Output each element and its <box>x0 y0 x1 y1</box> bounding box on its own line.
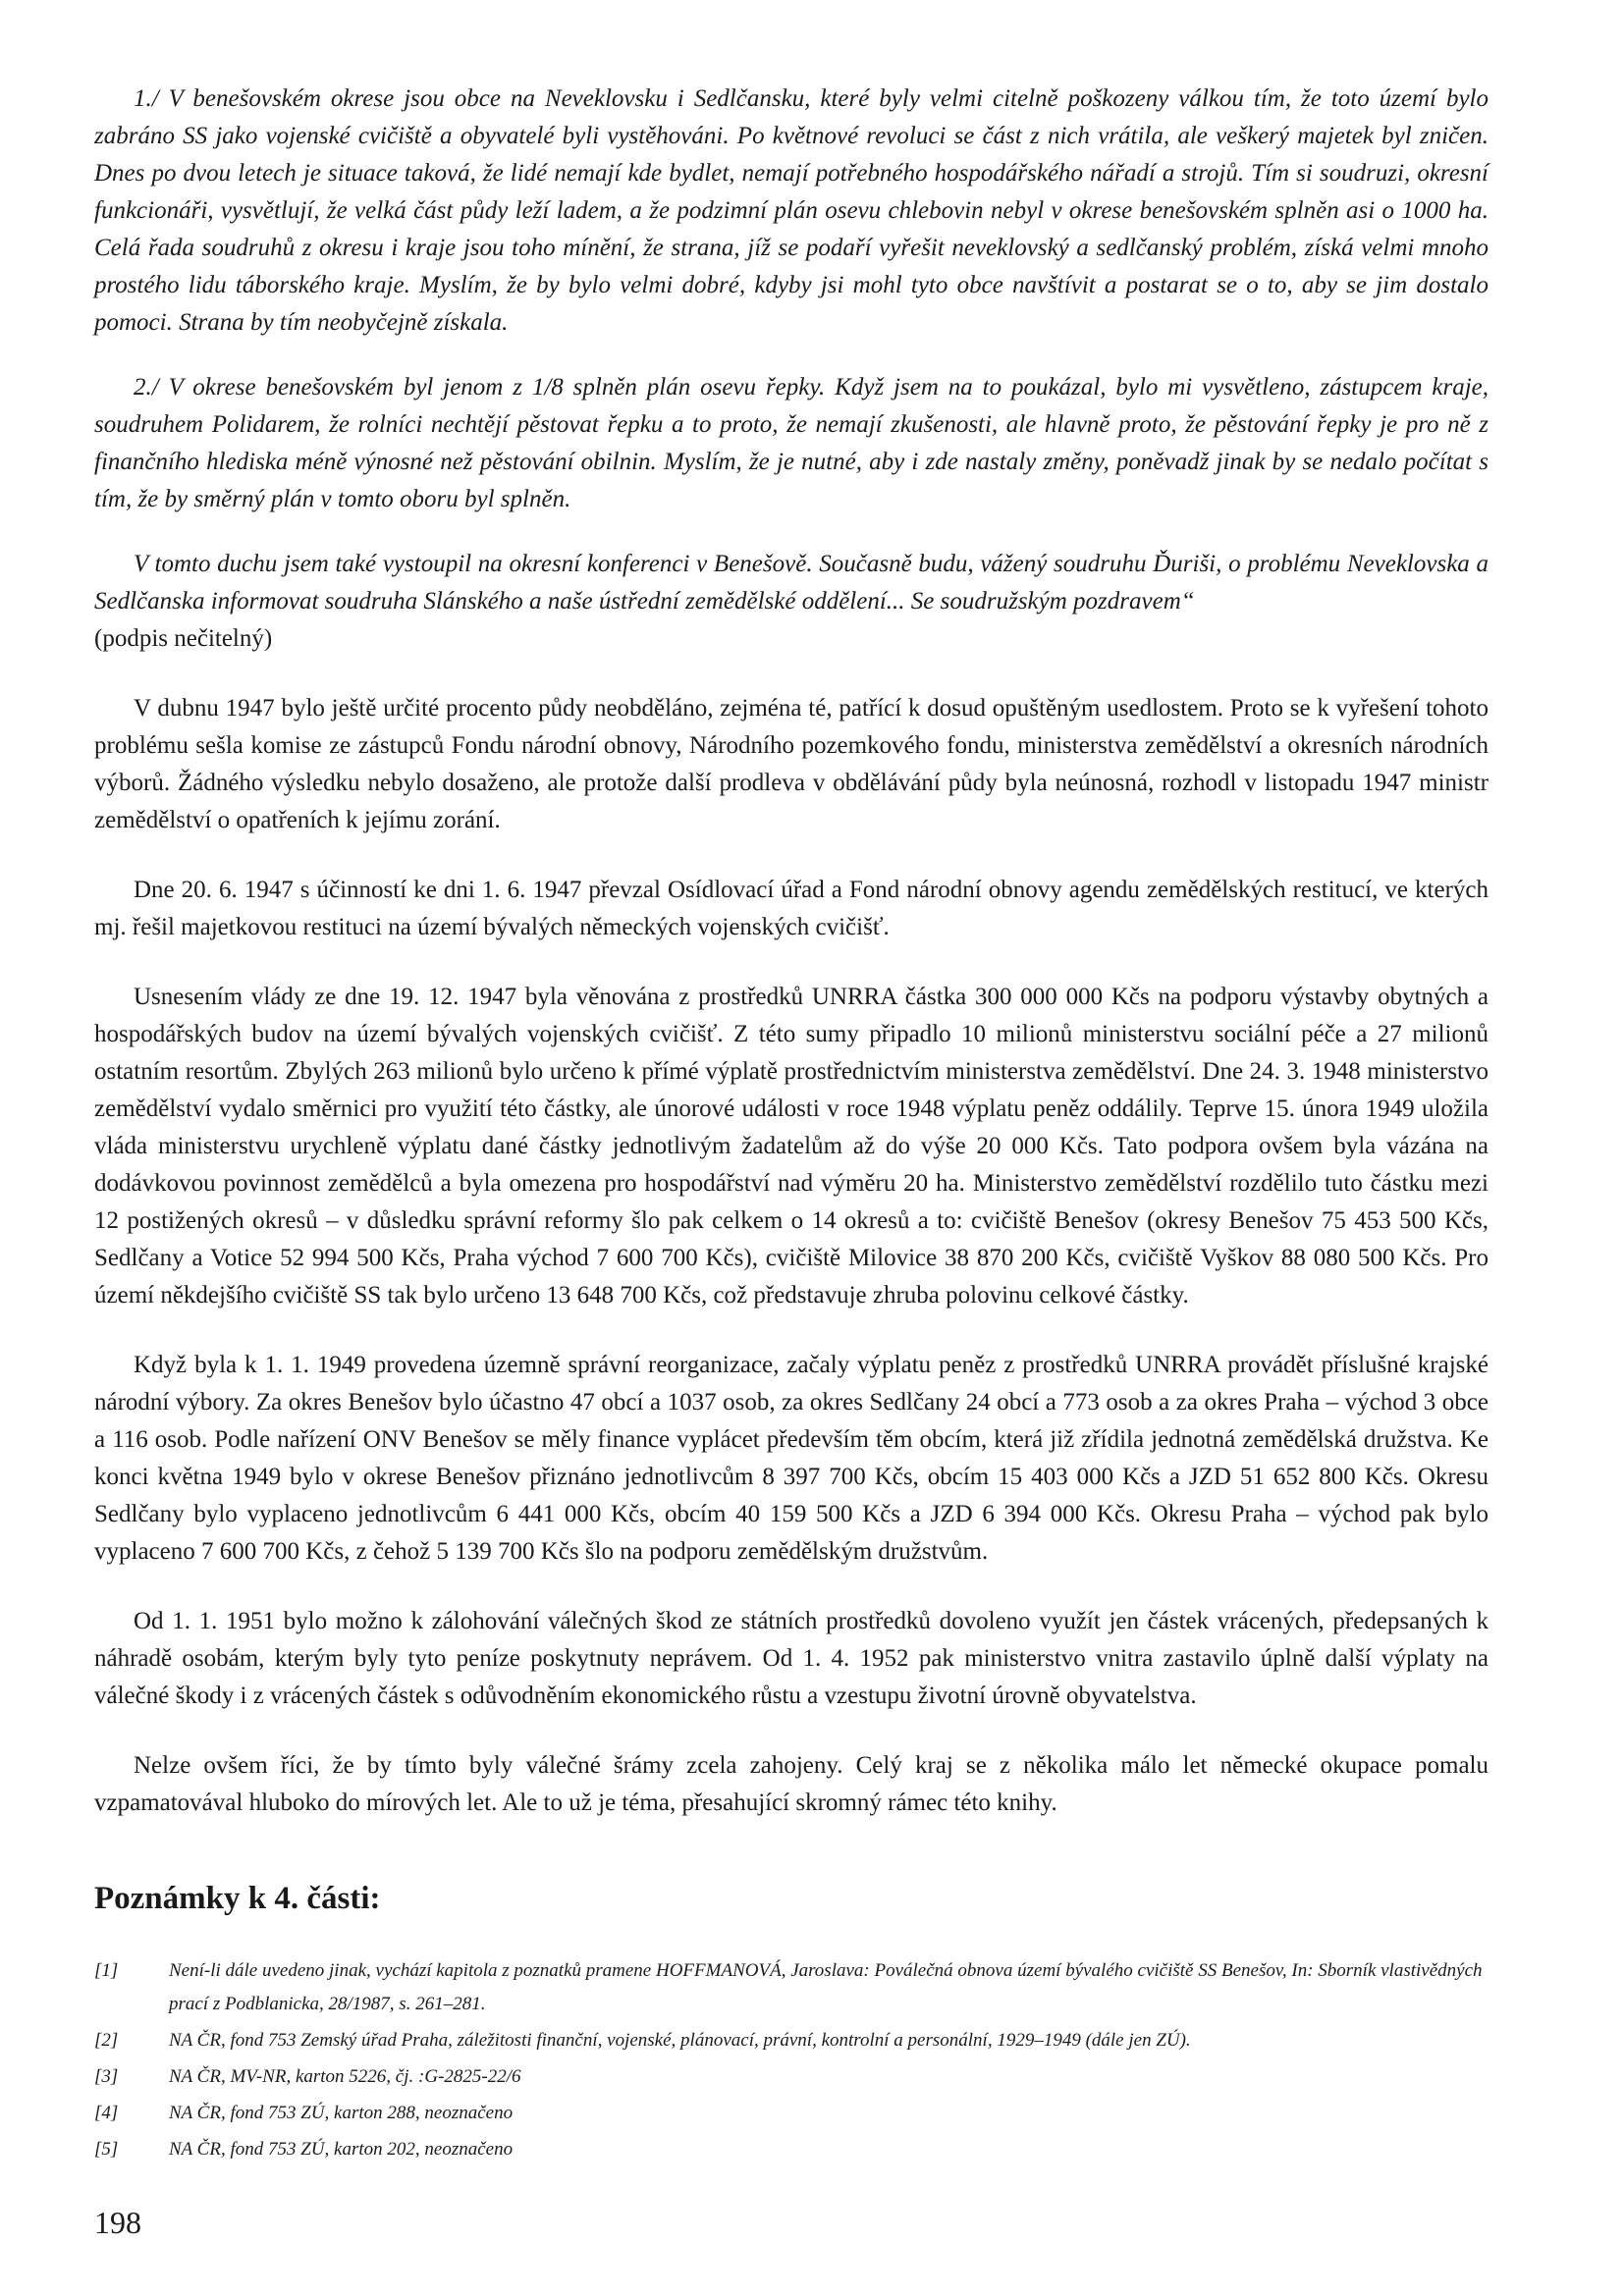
quote-paragraph-3: V tomto duchu jsem také vystoupil na okresní konferenci v Benešově. Současně budu, vážený soudruhu Ďuriši, o problému Neveklovska a Sedlčanska informovat soudruha Slánského a naše ústřední zemědělské oddělení... Se soudružským pozdravem“ <box>94 551 1489 614</box>
note-text: NA ČR, fond 753 ZÚ, karton 202, neoznačeno <box>169 2139 514 2160</box>
note-item <box>94 2097 1489 2130</box>
notes-heading: Poznámky k 4. části: <box>94 1881 381 1916</box>
signature: (podpis nečitelný) <box>94 625 273 652</box>
body-paragraph-2: Dne 20. 6. 1947 s účinností ke dni 1. 6. 1947 převzal Osídlovací úřad a Fond národní obnovy agendu zemědělských restitucí, ve kterých mj. řešil majetkovou restituci na území bývalých německých vojenských cvičišť. <box>94 877 1489 940</box>
note-text: NA ČR, MV-NR, karton 5226, čj. :G-2825-22/6 <box>169 2066 521 2087</box>
body-paragraph-5: Od 1. 1. 1951 bylo možno k zálohování válečných škod ze státních prostředků dovoleno využít jen částek vrácených, předepsaných k náhradě osobám, kterým byly tyto peníze poskytnuty neprávem. Od 1. 4. 1952 pak ministerstvo vnitra zastavilo úplně další výplaty na válečné škody i z vrácených částek s odůvodněním ekonomického růstu a vzestupu životní úrovně obyvatelstva. <box>94 1608 1489 1709</box>
note-item <box>94 2060 1489 2094</box>
note-text: NA ČR, fond 753 ZÚ, karton 288, neoznačeno <box>169 2103 514 2123</box>
note-number: [1] <box>94 1960 119 1981</box>
body-paragraph-4: Když byla k 1. 1. 1949 provedena územně správní reorganizace, začaly výplatu peněz z prostředků UNRRA provádět příslušné krajské národní výbory. Za okres Benešov bylo účastno 47 obcí a 1037 osob, za okres Sedlčany 24 obcí a 773 osob a za okres Praha – východ 3 obce a 116 osob. Podle nařízení ONV Benešov se měly finance vyplácet především těm obcím, která již zřídila jednotná zemědělská družstva. Ke konci května 1949 bylo v okrese Benešov přiznáno jednotlivcům 8 397 700 Kčs, obcím 15 403 000 Kčs a JZD 51 652 800 Kčs. Okresu Sedlčany bylo vyplaceno jednotlivcům 6 441 000 Kčs, obcím 40 159 500 Kčs a JZD 6 394 000 Kčs. Okresu Praha – východ pak bylo vyplaceno 7 600 700 Kčs, z čehož 5 139 700 Kčs šlo na podporu zemědělským družstvům. <box>94 1352 1489 1565</box>
body-paragraph-3: Usnesením vlády ze dne 19. 12. 1947 byla věnována z prostředků UNRRA částka 300 000 000 Kčs na podporu výstavby obytných a hospodářských budov na území bývalých vojenských cvičišť. Z této sumy připadlo 10 milionů ministerstvu sociální péče a 27 milionů ostatním resortům. Zbylých 263 milionů bylo určeno k přímé výplatě prostřednictvím ministerstva zemědělství. Dne 24. 3. 1948 ministerstvo zemědělství vydalo směrnici pro využití této částky, ale únorové události v roce 1948 výplatu peněz oddálily. Teprve 15. února 1949 uložila vláda ministerstvu urychleně výplatu dané částky jednotlivým žadatelům až do výše 20 000 Kčs. Tato podpora ovšem byla vázána na dodávkovou povinnost zemědělců a byla omezena pro hospodářství nad výměru 20 ha. Ministerstvo zemědělství rozdělilo tuto částku mezi 12 postižených okresů – v důsledku správní reformy šlo pak celkem o 14 okresů a to: cvičiště Benešov (okresy Benešov 75 453 500 Kčs, Sedlčany a Votice 52 994 500 Kčs, Praha východ 7 600 700 Kčs), cvičiště Milovice 38 870 200 Kčs, cvičiště Vyškov 88 080 500 Kčs. Pro území někdejšího cvičiště SS tak bylo určeno 13 648 700 Kčs, což představuje zhruba polovinu celkové částky. <box>94 984 1489 1308</box>
page-content <box>94 80 1489 2169</box>
note-number: [2] <box>94 2030 119 2051</box>
body-paragraph-6: Nelze ovšem říci, že by tímto byly válečné šrámy zcela zahojeny. Celý kraj se z několika málo let německé okupace pomalu vzpamatovával hluboko do mírových let. Ale to už je téma, přesahující skromný rámec této knihy. <box>94 1752 1489 1816</box>
note-text: NA ČR, fond 753 Zemský úřad Praha, záležitosti finanční, vojenské, plánovací, právní, kontrolní a personální, 1929–1949 (dále jen ZÚ). <box>169 2030 1191 2051</box>
body-paragraph-1: V dubnu 1947 bylo ještě určité procento půdy neobděláno, zejména té, patřící k dosud opuštěným usedlostem. Proto se k vyřešení tohoto problému sešla komise ze zástupců Fondu národní obnovy, Národního pozemkového fondu, ministerstva zemědělství a okresních národních výborů. Žádného výsledku nebylo dosaženo, ale protože další prodleva v obdělávání půdy byla neúnosná, rozhodl v listopadu 1947 ministr zemědělství o opatřeních k jejímu zorání. <box>94 695 1489 833</box>
note-number: [3] <box>94 2066 119 2087</box>
quote-paragraph-2: 2./ V okrese benešovském byl jenom z 1/8 splněn plán osevu řepky. Když jsem na to poukázal, bylo mi vysvětleno, zástupcem kraje, soudruhem Polidarem, že rolníci nechtějí pěstovat řepku a to proto, že nemají zkušenosti, ale hlavně proto, že pěstování řepky je pro ně z finančního hlediska méně výnosné než pěstování obilnin. Myslím, že je nutné, aby i zde nastaly změny, poněvadž jinak by se nedalo počítat s tím, že by směrný plán v tomto oboru byl splněn. <box>94 374 1489 512</box>
note-number: [5] <box>94 2139 119 2160</box>
note-item <box>94 2133 1489 2166</box>
note-text: Není-li dále uvedeno jinak, vychází kapitola z poznatků pramene HOFFMANOVÁ, Jaroslava: Poválečná obnova území bývalého cvičiště SS Benešov, In: Sborník vlastivědných prací z Podblanicka, 28/1987, s. 261–281. <box>169 1960 1483 2014</box>
quote-paragraph-1: 1./ V benešovském okrese jsou obce na Neveklovsku i Sedlčansku, které byly velmi citelně poškozeny válkou tím, že toto území bylo zabráno SS jako vojenské cvičiště a obyvatelé byli vystěhováni. Po květnové revoluci se část z nich vrátila, ale veškerý majetek byl zničen. Dnes po dvou letech je situace taková, že lidé nemají kde bydlet, nemají potřebného hospodářského nářadí a strojů. Tím si soudruzi, okresní funkcionáři, vysvětlují, že velká část půdy leží ladem, a že podzimní plán osevu chlebovin nebyl v okrese benešovském splněn asi o 1000 ha. Celá řada soudruhů z okresu i kraje jsou toho mínění, že strana, jíž se podaří vyřešit neveklovský a sedlčanský problém, získá velmi mnoho prostého lidu táborského kraje. Myslím, že by bylo velmi dobré, kdyby jsi mohl tyto obce navštívit a postarat se o to, aby se jim dostalo pomoci. Strana by tím neobyčejně získala. <box>94 85 1489 336</box>
note-item <box>94 1954 1489 2021</box>
page-number: 198 <box>94 2205 141 2240</box>
notes-list <box>94 1954 1489 2166</box>
note-number: [4] <box>94 2103 119 2123</box>
note-item <box>94 2024 1489 2057</box>
